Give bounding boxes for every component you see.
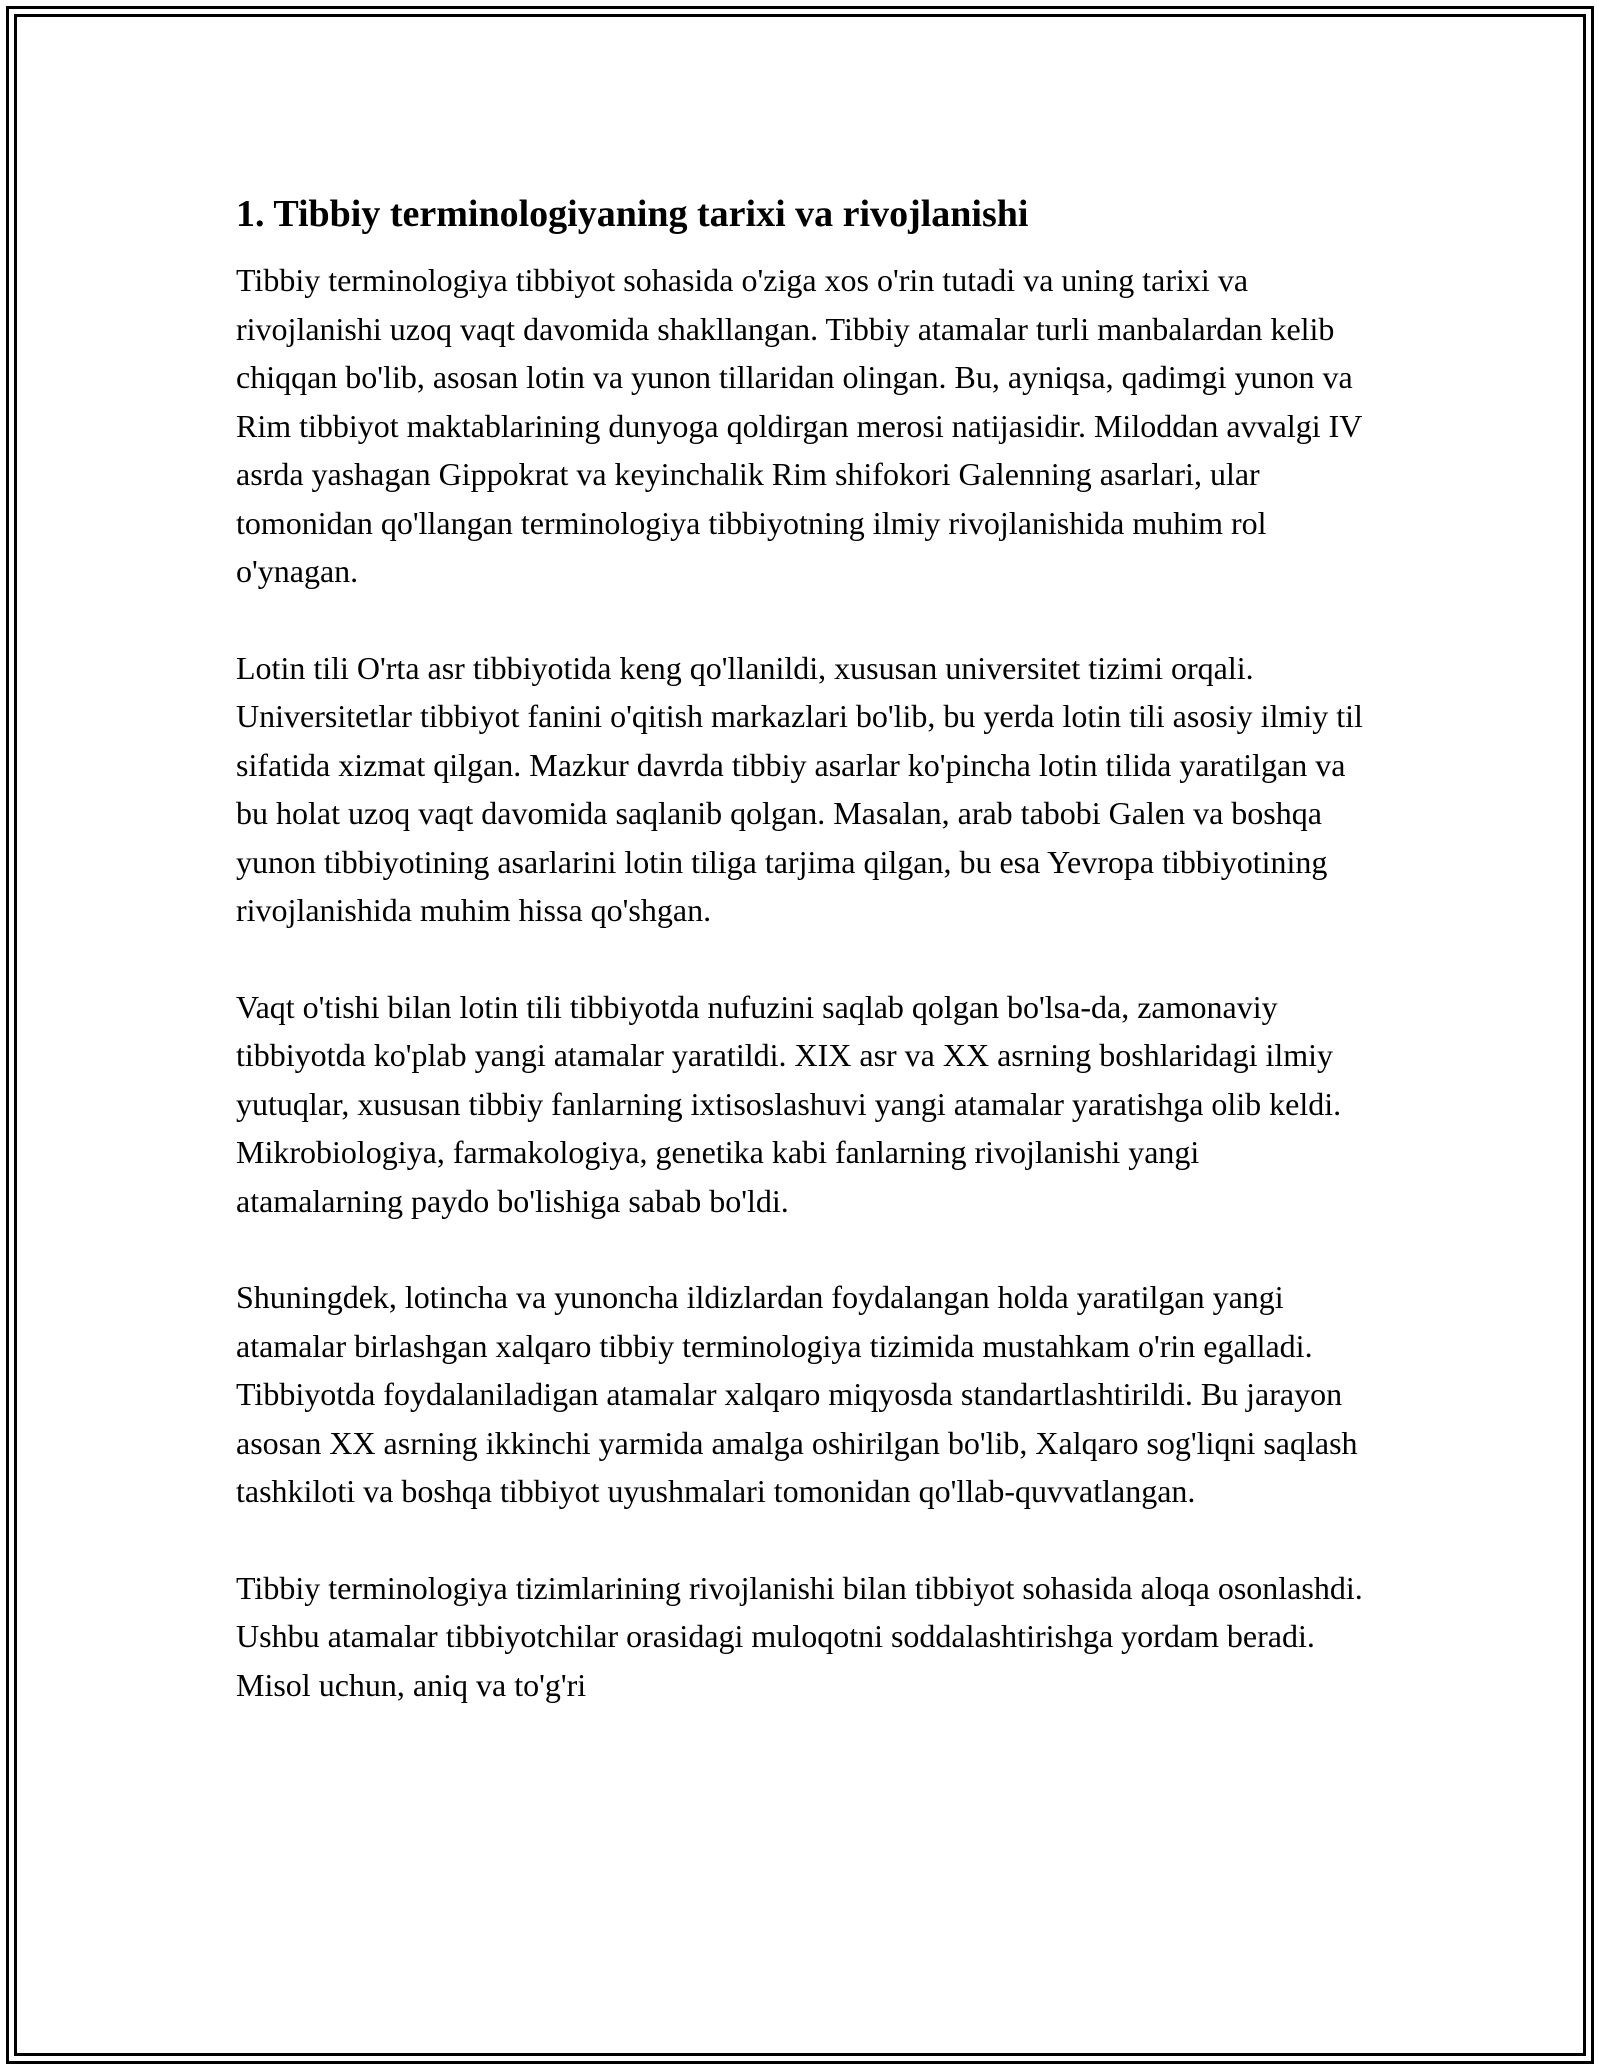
paragraph-5: Tibbiy terminologiya tizimlarining rivojlanishi bilan tibbiyot sohasida aloqa osonlashdi. Ushbu atamalar tibbiyotchilar orasidagi muloqotni soddalashtirishga yordam beradi. Misol uchun, aniq va to'g'ri: [236, 1569, 1363, 1703]
paragraph-2: Lotin tili O'rta asr tibbiyotida keng qo'llanildi, xususan universitet tizimi orqali. Universitetlar tibbiyot fanini o'qitish markazlari bo'lib, bu yerda lotin tili asosiy ilmiy til sifatida xizmat qilgan. Mazkur davrda tibbiy asarlar ko'pincha lotin tilida yaratilgan va bu holat uzoq vaqt davomida saqlanib qolgan. Masalan, arab tabobi Galen va boshqa yunon tibbiyotining asarlarini lotin tiliga tarjima qilgan, bu esa Yevropa tibbiyotining rivojlanishida muhim hissa qo'shgan.: [236, 649, 1363, 928]
document-body: [236, 190, 1366, 1757]
section-heading: 1. Tibbiy terminologiyaning tarixi va rivojlanishi: [236, 193, 1029, 235]
paragraph-4: Shuningdek, lotincha va yunoncha ildizlardan foydalangan holda yaratilgan yangi atamalar birlashgan xalqaro tibbiy terminologiya tizimida mustahkam o'rin egalladi. Tibbiyotda foydalaniladigan atamalar xalqaro miqyosda standartlashtirildi. Bu jarayon asosan XX asrning ikkinchi yarmida amalga oshirilgan bo'lib, Xalqaro sog'liqni saqlash tashkiloti va boshqa tibbiyot uyushmalari tomonidan qo'llab-quvvatlangan.: [236, 1279, 1358, 1509]
paragraph-1: Tibbiy terminologiya tibbiyot sohasida o'ziga xos o'rin tutadi va uning tarixi va rivojlanishi uzoq vaqt davomida shakllangan. Tibbiy atamalar turli manbalardan kelib chiqqan bo'lib, asosan lotin va yunon tillaridan olingan. Bu, ayniqsa, qadimgi yunon va Rim tibbiyot maktablarining dunyoga qoldirgan merosi natijasidir. Miloddan avvalgi IV asrda yashagan Gippokrat va keyinchalik Rim shifokori Galenning asarlari, ular tomonidan qo'llangan terminologiya tibbiyotning ilmiy rivojlanishida muhim rol o'ynagan.: [236, 262, 1362, 589]
paragraph-3: Vaqt o'tishi bilan lotin tili tibbiyotda nufuzini saqlab qolgan bo'lsa-da, zamonaviy tibbiyotda ko'plab yangi atamalar yaratildi. XIX asr va XX asrning boshlaridagi ilmiy yutuqlar, xususan tibbiy fanlarning ixtisoslashuvi yangi atamalar yaratishga olib keldi. Mikrobiologiya, farmakologiya, genetika kabi fanlarning rivojlanishi yangi atamalarning paydo bo'lishiga sabab bo'ldi.: [236, 988, 1342, 1219]
